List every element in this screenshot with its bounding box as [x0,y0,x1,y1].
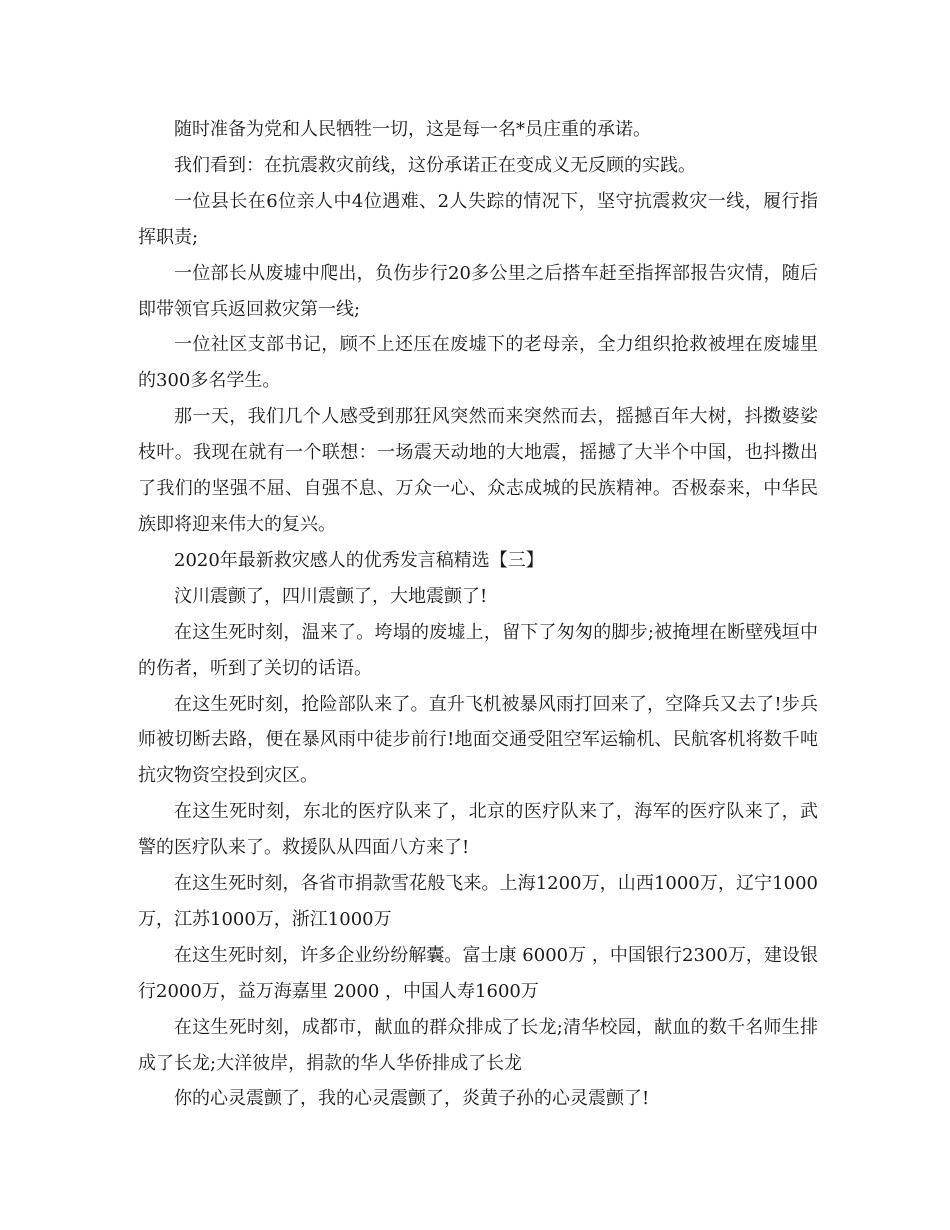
paragraph: 在这生死时刻，温来了。垮塌的废墟上，留下了匆匆的脚步;被掩埋在断壁残垣中的伤者，听到了关切的话语。 [138,621,818,679]
paragraph: 一位部长从废墟中爬出，负伤步行20多公里之后搭车赶至指挥部报告灾情，随后即带领官兵返回救灾第一线; [138,262,818,320]
paragraph: 我们看到：在抗震救灾前线，这份承诺正在变成义无反顾的实践。 [174,154,696,176]
paragraph: 汶川震颤了，四川震颤了，大地震颤了! [174,585,488,607]
paragraph: 在这生死时刻，东北的医疗队来了，北京的医疗队来了，海军的医疗队来了，武警的医疗队来了。救援队从四面八方来了! [138,801,818,859]
paragraph: 那一天，我们几个人感受到那狂风突然而来突然而去，摇撼百年大树，抖擞婆娑枝叶。我现在就有一个联想：一场震天动地的大地震，摇撼了大半个中国，也抖擞出了我们的坚强不屈、自强不息、万众一心、众志成城的民族精神。否极泰来，中华民族即将迎来伟大的复兴。 [138,406,818,535]
paragraph: 一位县长在6位亲人中4位遇难、2人失踪的情况下，坚守抗震救灾一线，履行指挥职责; [138,190,818,248]
paragraph: 在这生死时刻，各省市捐款雪花般飞来。上海1200万，山西1000万，辽宁1000万，江苏1000万，浙江1000万 [138,873,818,930]
paragraph: 在这生死时刻，许多企业纷纷解囊。富士康 6000万 ，中国银行2300万，建设银行2000万，益万海嘉里 2000 ，中国人寿1600万 [138,944,818,1002]
paragraph: 在这生死时刻，抢险部队来了。直升飞机被暴风雨打回来了，空降兵又去了!步兵师被切断去路，便在暴风雨中徒步前行!地面交通受阻空军运输机、民航客机将数千吨抗灾物资空投到灾区。 [138,693,818,787]
section-heading: 2020年最新救灾感人的优秀发言稿精选【三】 [174,549,544,571]
paragraph: 你的心灵震颤了，我的心灵震颤了，炎黄子孙的心灵震颤了! [174,1088,650,1110]
document-body [138,112,818,1117]
paragraph: 随时准备为党和人民牺牲一切，这是每一名*员庄重的承诺。 [174,119,651,140]
paragraph: 在这生死时刻，成都市，献血的群众排成了长龙;清华校园，献血的数千名师生排成了长龙;大洋彼岸，捐款的华人华侨排成了长龙 [138,1016,818,1074]
paragraph: 一位社区支部书记，顾不上还压在废墟下的老母亲，全力组织抢救被埋在废墟里的300多名学生。 [138,334,818,392]
